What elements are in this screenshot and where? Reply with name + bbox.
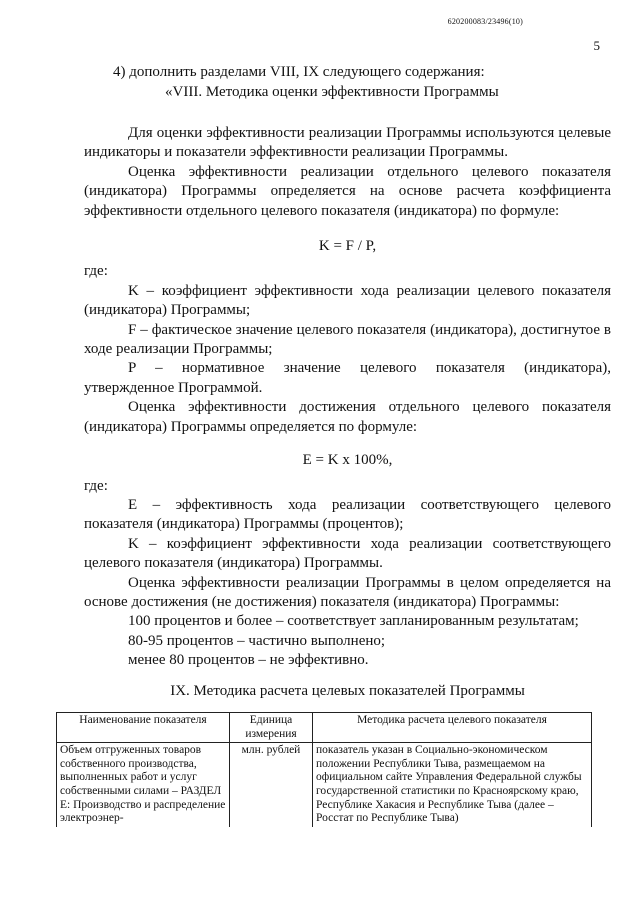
table-header-cell: Единица измерения	[230, 713, 313, 743]
method-cell: показатель указан в Социально-экономическом положении Республики Тыва, размещаемом на официальном сайте Управления Федеральной службы государственной статистики по Красноярскому краю, Республике Хакасия и Республике Тыва (далее – Росстат по Республике Тыва)	[313, 743, 592, 827]
paragraph: Для оценки эффективности реализации Программы используются целевые индикаторы и показатели эффективности реализации Программы.	[84, 125, 611, 161]
grade-item: менее 80 процентов – не эффективно.	[128, 652, 369, 669]
definition-p: P – нормативное значение целевого показателя (индикатора), утвержденное Программой.	[84, 360, 611, 396]
table-header-cell: Наименование показателя	[57, 713, 230, 743]
indicator-name-cell: Объем отгруженных товаров собственного производства, выполненных работ и услуг собственными силами – РАЗДЕЛ E: Производство и распределение электроэнер-	[57, 743, 230, 827]
section-8-body	[84, 124, 611, 671]
grade-item: 100 процентов и более – соответствует запланированным результатам;	[128, 613, 579, 630]
section-8-heading: «VIII. Методика оценки эффективности Программы	[165, 84, 499, 100]
grade-item: 80-95 процентов – частично выполнено;	[128, 632, 386, 649]
table-header-cell: Методика расчета целевого показателя	[313, 713, 592, 743]
section-9-heading: IX. Методика расчета целевых показателей Программы	[170, 683, 525, 699]
definition-f: F – фактическое значение целевого показателя (индикатора), достигнутое в ходе реализации Программы;	[84, 321, 611, 358]
where-label: где:	[84, 263, 108, 280]
paragraph: Оценка эффективности реализации Программы в целом определяется на основе достижения (не достижения) показателя (индикатора) Программы:	[84, 574, 611, 610]
document-id: 620200083/23496(10)	[447, 17, 523, 26]
methodology-table	[56, 712, 592, 827]
definition-k2: K – коэффициент эффективности хода реализации соответствующего целевого показателя (индикатора) Программы.	[84, 535, 611, 572]
page-number: 5	[593, 38, 600, 53]
formula-k: K = F / P,	[318, 238, 377, 255]
definition-e: E – эффективность хода реализации соответствующего целевого показателя (индикатора) Программы (процентов);	[84, 496, 611, 533]
formula-e: E = K x 100%,	[302, 452, 393, 469]
table-row	[57, 743, 592, 827]
paragraph: Оценка эффективности достижения отдельного целевого показателя (индикатора) Программы определяется по формуле:	[84, 399, 611, 435]
table-header-row	[57, 713, 592, 743]
where-label: где:	[84, 477, 108, 494]
amendment-line: 4) дополнить разделами VIII, IX следующего содержания:	[113, 64, 485, 80]
paragraph: Оценка эффективности реализации отдельного целевого показателя (индикатора) Программы определяется на основе расчета коэффициента эффективности отдельного целевого показателя (индикатора) по формуле:	[84, 163, 611, 219]
definition-k: K – коэффициент эффективности хода реализации целевого показателя (индикатора) Программы;	[84, 282, 611, 319]
unit-cell: млн. рублей	[230, 743, 313, 827]
